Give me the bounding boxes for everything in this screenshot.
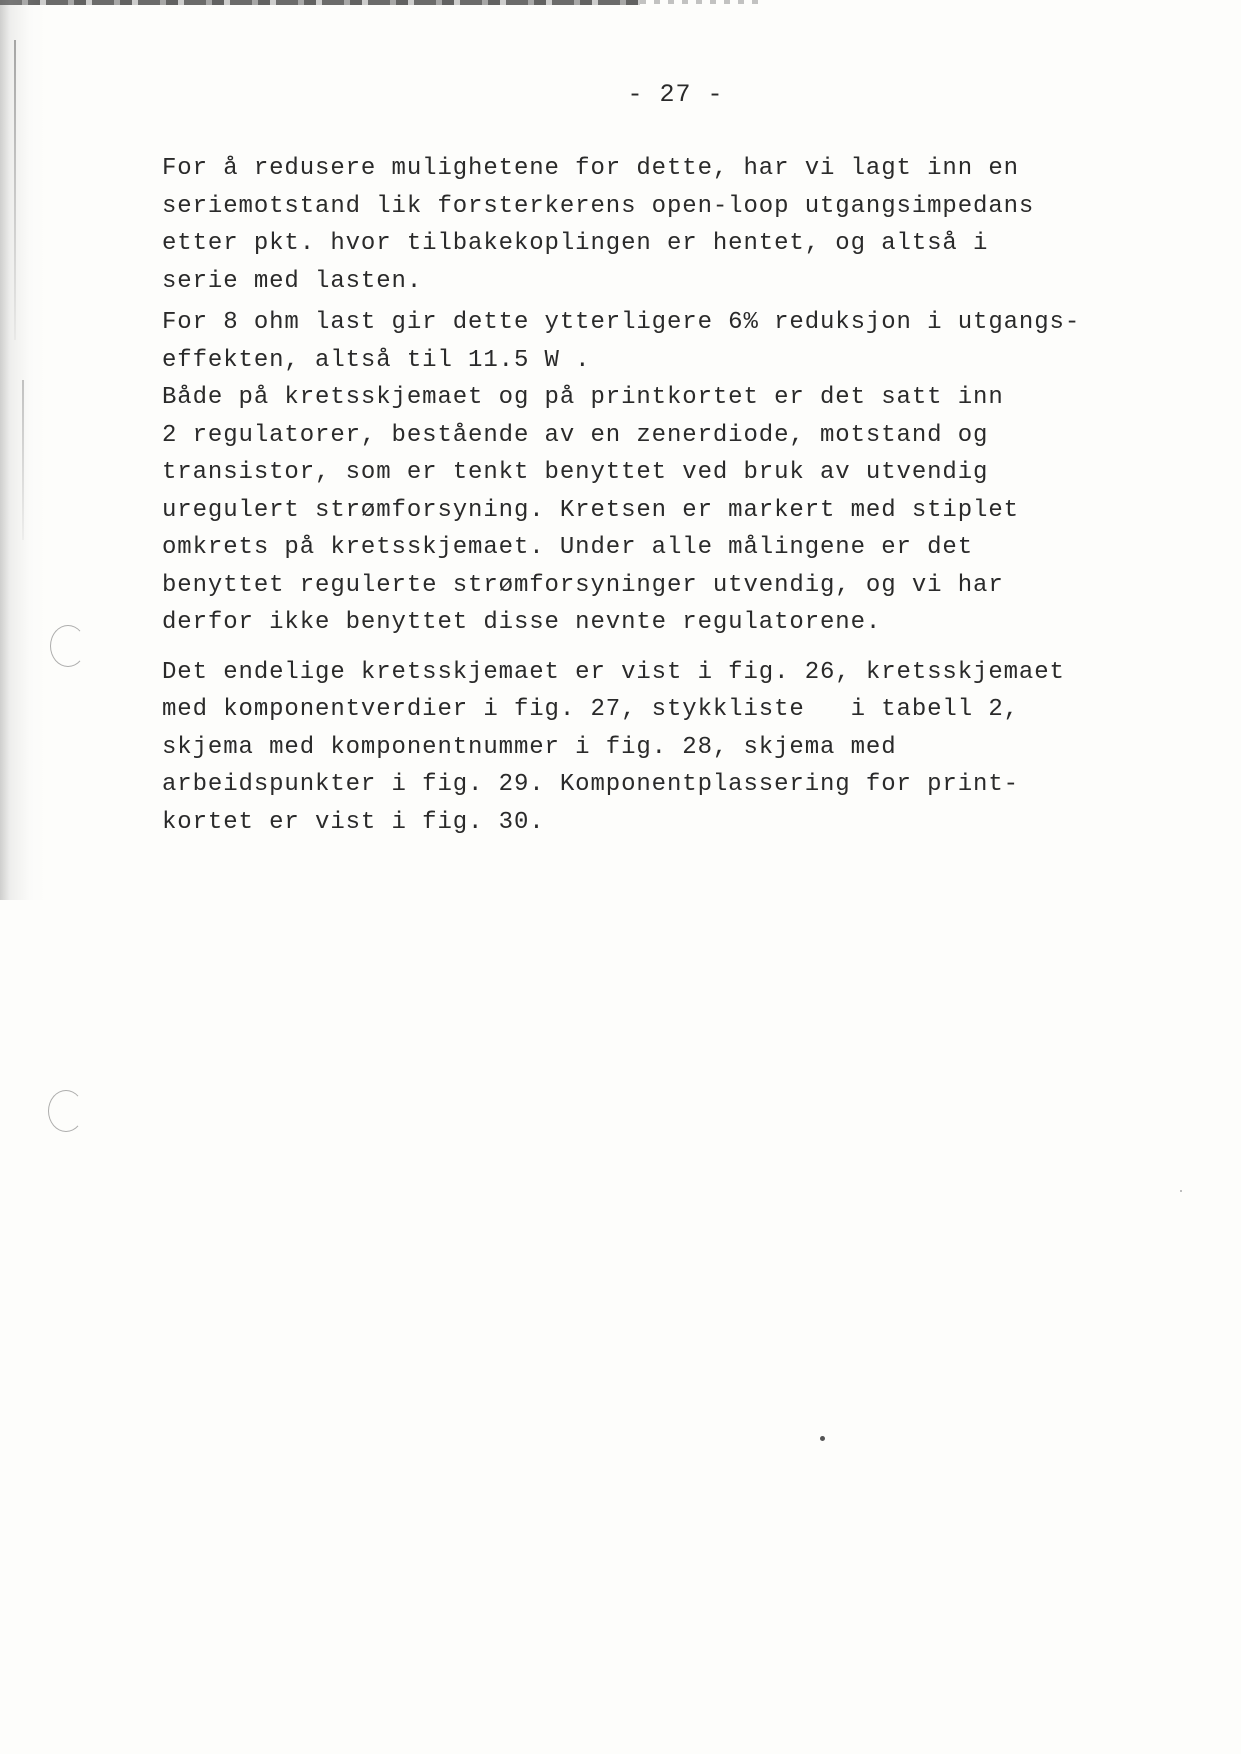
text-line: serie med lasten. [162,267,423,295]
paragraph-load-reduction [162,304,1162,379]
paragraph-regulators [162,379,1162,642]
punch-hole-mark-lower [48,1090,84,1132]
scan-edge-artifact [0,0,640,5]
text-line: derfor ikke benyttet disse nevnte regulatorene. [162,609,882,636]
punch-hole-mark-upper [50,625,86,667]
text-line: seriemotstand lik forsterkerens open-loop utgangsimpedans [162,192,1035,220]
text-line: transistor, som er tenkt benyttet ved bruk av utvendig [162,459,989,486]
text-line: benyttet regulerte strømforsyninger utvendig, og vi har [162,571,1004,599]
text-line: 2 regulatorer, bestående av en zenerdiode, motstand og [162,421,989,449]
text-line: Både på kretsskjemaet og på printkortet er det satt inn [162,384,1004,411]
paragraph-series-resistor [162,150,1162,300]
text-line: For å redusere mulighetene for dette, har vi lagt inn en [162,155,1019,182]
text-line: arbeidspunkter i fig. 29. Komponentplassering for print- [162,771,1019,798]
text-line: skjema med komponentnummer i fig. 28, skjema med [162,733,897,761]
text-line: etter pkt. hvor tilbakekoplingen er hentet, og altså i [162,230,989,257]
scan-edge-artifact-faint [640,0,760,4]
text-line: Det endelige kretsskjemaet er vist i fig. 26, kretsskjemaet [162,658,1065,686]
ink-speck-small [1180,1190,1182,1192]
ink-speck [820,1436,825,1441]
text-line: uregulert strømforsyning. Kretsen er markert med stiplet [162,496,1019,524]
scan-streak-lower [22,380,24,540]
text-line: effekten, altså til 11.5 W . [162,346,591,374]
text-line: med komponentverdier i fig. 27, stykkliste i tabell 2, [162,696,1019,723]
paragraph-figure-references [162,654,1162,842]
text-line: omkrets på kretsskjemaet. Under alle målingene er det [162,534,974,561]
body-text [162,150,1162,841]
page-number: - 27 - [627,80,724,109]
text-line: kortet er vist i fig. 30. [162,808,545,836]
text-line: For 8 ohm last gir dette ytterligere 6% reduksjon i utgangs- [162,309,1081,336]
